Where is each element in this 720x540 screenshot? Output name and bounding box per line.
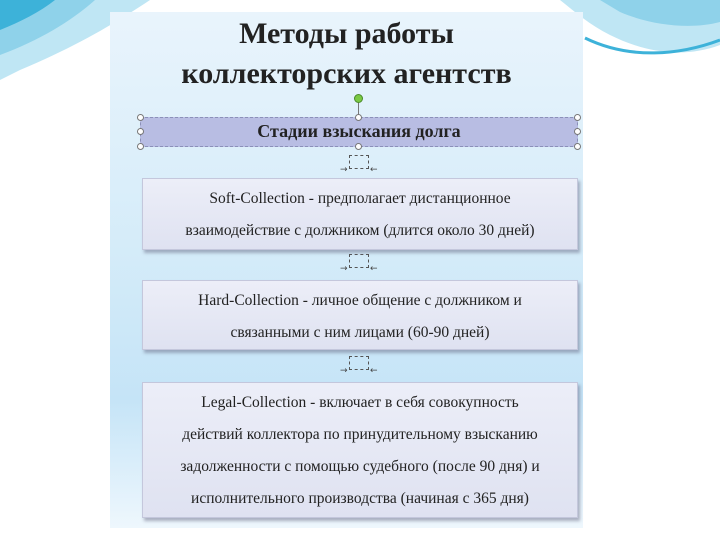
resize-handle-left[interactable] — [137, 128, 144, 135]
resize-handle-bottom-left[interactable] — [137, 143, 144, 150]
resize-handle-bottom-right[interactable] — [574, 143, 581, 150]
slide-title-line-1: Методы работы — [239, 17, 454, 50]
stage-text-line: связанными с ним лицами (60-90 дней) — [230, 324, 490, 341]
resize-handle-top[interactable] — [355, 114, 362, 121]
connector-arrow-2 — [349, 254, 369, 268]
rotation-handle[interactable] — [354, 94, 363, 103]
diagram-header-box[interactable]: Стадии взыскания долга — [140, 117, 578, 147]
slide-title — [110, 14, 583, 94]
stage-box-legal-collection[interactable] — [142, 382, 578, 518]
stage-text-line: Hard-Collection - личное общение с должником и — [198, 292, 522, 309]
stage-text-line: действий коллектора по принудительному взысканию — [182, 426, 538, 443]
resize-handle-top-right[interactable] — [574, 114, 581, 121]
stage-text-line: задолженности с помощью судебного (после 90 дня) и — [180, 458, 540, 475]
slide-title-line-2: коллекторских агентств — [181, 57, 512, 90]
connector-arrow-3 — [349, 356, 369, 370]
connector-arrow-1 — [349, 155, 369, 169]
resize-handle-right[interactable] — [574, 128, 581, 135]
arrow-left-icon: → — [340, 264, 348, 274]
stage-text-line: Soft-Collection - предполагает дистанционное — [209, 190, 511, 207]
resize-handle-bottom[interactable] — [355, 143, 362, 150]
stage-box-hard-collection[interactable] — [142, 280, 578, 350]
arrow-left-icon: → — [340, 165, 348, 175]
arrow-right-icon: ← — [370, 264, 378, 274]
stage-text-line: взаимодействие с должником (длится около 30 дней) — [185, 222, 535, 239]
stage-box-soft-collection[interactable] — [142, 178, 578, 250]
arrow-left-icon: → — [340, 366, 348, 376]
arrow-right-icon: ← — [370, 165, 378, 175]
stage-text-line: исполнительного производства (начиная с 365 дня) — [191, 490, 529, 507]
resize-handle-top-left[interactable] — [137, 114, 144, 121]
stage-text-line: Legal-Collection - включает в себя совокупность — [201, 394, 519, 411]
arrow-right-icon: ← — [370, 366, 378, 376]
